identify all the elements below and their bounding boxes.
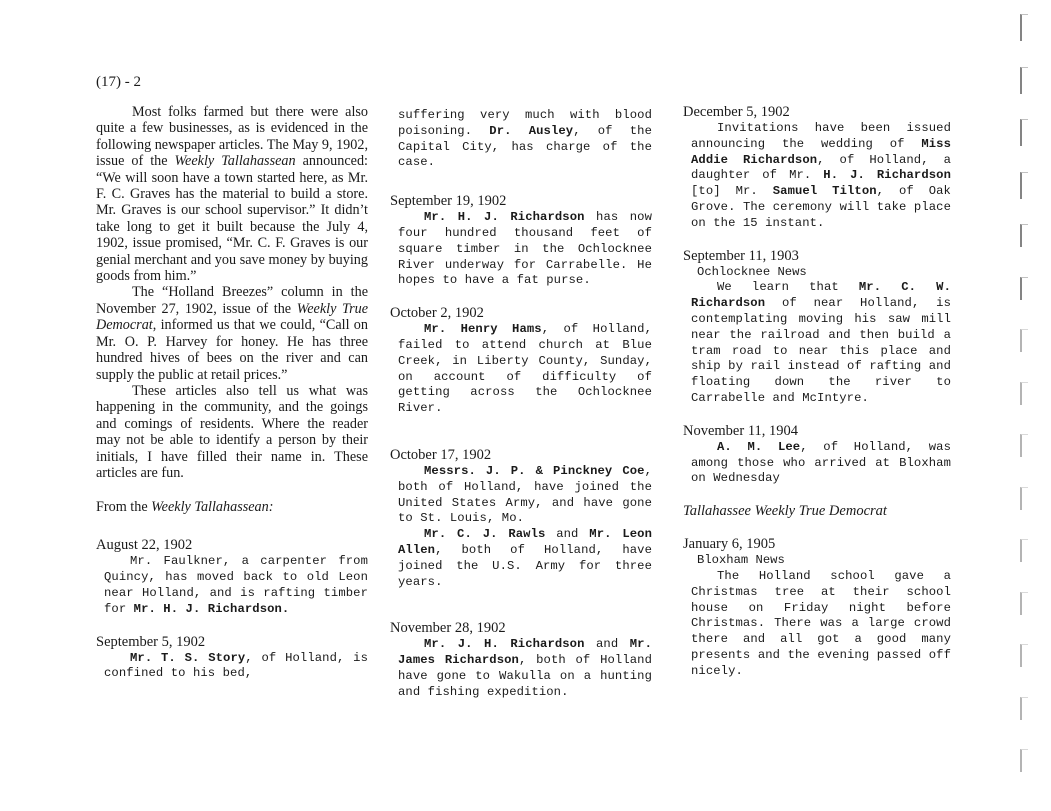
entry-body [691, 440, 951, 487]
binding-mark [1020, 277, 1028, 300]
text-run: Invitations have been issued announcing the wedding of [691, 121, 951, 151]
text-run: , of Holland, was among those who arrived at Bloxham on Wednesday [691, 439, 951, 486]
name-highlight: Messrs. J. P. & Pinckney Coe [424, 463, 645, 478]
binding-mark [1020, 14, 1028, 41]
binding-mark [1020, 172, 1028, 199]
name-highlight: Dr. Ausley [489, 123, 574, 138]
text-run: , both of Holland, have joined the U.S. Army for three years. [398, 542, 652, 589]
binding-edge-marks [1020, 0, 1040, 811]
text-run: We learn that [717, 280, 859, 295]
text-run: Most folks farmed but there were also quite a few businesses, as is evidenced in the following newspaper articles. The May 9, 1902, issue of the [96, 104, 368, 170]
publication-title: Weekly Tallahassean [174, 153, 296, 170]
column-middle [390, 104, 652, 717]
news-entry [390, 620, 652, 700]
entry-body [691, 121, 951, 232]
text-run: Mr. Faulkner, a carpenter from Quincy, has moved back to old Leon near Holland, and is rafting timber for [104, 554, 368, 616]
entries-middle [390, 193, 652, 700]
entry-body [398, 527, 652, 590]
name-highlight: Mr. J. H. Richardson [424, 637, 585, 652]
name-highlight: H. J. Richardson [823, 168, 952, 183]
entry-body [104, 651, 368, 683]
binding-mark [1020, 434, 1028, 457]
entry-body [398, 464, 652, 527]
name-highlight: A. M. Lee [717, 439, 801, 454]
text-run: The “Holland Breezes” column in the November 27, 1902, issue of the [96, 284, 368, 317]
news-entry [390, 447, 652, 590]
binding-mark [1020, 224, 1028, 247]
text-run: , both of Holland have gone to Wakulla on a hunting and fishing expedition. [398, 653, 652, 699]
entry-date: October 17, 1902 [390, 446, 492, 463]
entry-date: September 11, 1903 [683, 247, 799, 264]
name-highlight: Mr. Henry Hams [424, 322, 542, 337]
text-run: , of Oak Grove. The ceremony will take place on the 15 instant. [691, 184, 951, 230]
source-name: Weekly Tallahassean: [151, 499, 274, 516]
entry-body [398, 322, 652, 417]
name-highlight: Mr. H. J. Richardson. [133, 601, 290, 616]
text-run: and [545, 527, 590, 542]
entry-date: November 11, 1904 [683, 422, 799, 439]
news-entry [96, 537, 368, 617]
publication-title: Weekly True Democrat [96, 300, 368, 334]
name-highlight: Mr. Leon Allen [398, 527, 652, 557]
intro-paragraph [96, 383, 368, 481]
text-run: suffering very much with blood poisoning. [398, 108, 652, 138]
binding-mark [1020, 329, 1028, 352]
entries-right-section2 [683, 536, 951, 679]
column-right [683, 104, 951, 696]
entry-date: August 22, 1902 [96, 537, 193, 554]
news-entry [683, 423, 951, 487]
text-run: and [584, 637, 630, 652]
text-run: of near Holland, is contemplating moving his saw mill near the railroad and then build a tram road to near this place and ship by rail instead of rafting and floating down the river to Carrabelle and McIntyre. [691, 296, 951, 405]
continued-article [398, 108, 652, 171]
news-entry [683, 536, 951, 679]
entry-date: December 5, 1902 [683, 104, 790, 120]
binding-mark [1020, 382, 1028, 405]
text-run: , of the Capital City, has charge of the case. [398, 123, 652, 170]
entry-body [691, 280, 951, 406]
text-run: [to] Mr. [691, 184, 773, 199]
entry-date: September 19, 1902 [390, 193, 507, 210]
name-highlight: Mr. C. W. Richardson [691, 280, 951, 311]
news-entry [390, 305, 652, 417]
name-highlight: Mr. H. J. Richardson [424, 210, 585, 225]
entry-date: November 28, 1902 [390, 620, 506, 637]
entry-subhead: Bloxham News [697, 553, 785, 568]
binding-mark [1020, 644, 1028, 667]
name-highlight: Mr. James Richardson [398, 637, 652, 668]
text-run: The Holland school gave a Christmas tree at their school house on Friday night before Christmas. There was a large crowd there and all got a good many presents and the evening passed off nicely. [691, 568, 951, 678]
binding-mark [1020, 67, 1028, 94]
intro-paragraph [96, 284, 368, 382]
source-label: From the [96, 499, 152, 516]
text-run: , of Holland, is confined to his bed, [104, 650, 368, 681]
text-run: , informed us that we could, “Call on Mr. O. P. Harvey for honey. He has three hundred hives of bees on the river and can supply the public at retail prices.” [96, 317, 368, 383]
entry-body [104, 554, 368, 617]
text-run: announced: “We will soon have a town started here, as Mr. F. C. Graves has the material to build a store. Mr. Graves is our school supervisor.” It didn’t take long to get it built because the July 4, 1902, issue promised, “Mr. C. F. Graves is our genial merchant and you save money by buying goods from him.” [96, 153, 368, 285]
entry-date: September 5, 1902 [96, 633, 206, 650]
source-line [96, 499, 368, 515]
binding-mark [1020, 487, 1028, 510]
entries-right [683, 104, 951, 487]
text-run: , both of Holland, have joined the United States Army, and have gone to St. Louis, Mo. [398, 463, 652, 526]
name-highlight: Miss Addie Richardson [691, 136, 951, 167]
entry-date: January 6, 1905 [683, 536, 776, 553]
text-run: These articles also tell us what was happening in the community, and the goings and comings of residents. Where the reader may not be able to identify a person by their initials, I have filled their name in. These articles are fun. [96, 382, 368, 481]
name-highlight: Mr. C. J. Rawls [424, 527, 546, 542]
intro-text [96, 104, 368, 481]
news-entry [683, 248, 951, 407]
section-title: Tallahassee Weekly True Democrat [683, 503, 887, 520]
text-run: , of Holland, a daughter of Mr. [691, 152, 951, 183]
entry-subhead: Ochlocknee News [697, 264, 807, 279]
news-entry [96, 634, 368, 683]
entries-left [96, 537, 368, 682]
binding-mark [1020, 697, 1028, 720]
page-number: (17) - 2 [96, 74, 141, 90]
text-run: , of Holland, failed to attend church at Blue Creek, in Liberty County, Sunday, on account of difficulty of getting across the Ochlocknee River. [398, 322, 652, 416]
binding-mark [1020, 539, 1028, 562]
entry-date: October 2, 1902 [390, 305, 484, 322]
intro-paragraph [96, 104, 368, 284]
name-highlight: Samuel Tilton [772, 184, 877, 199]
binding-mark [1020, 119, 1028, 146]
news-entry [683, 104, 951, 232]
binding-mark [1020, 749, 1028, 772]
binding-mark [1020, 592, 1028, 615]
text-run: has now four hundred thousand feet of square timber in the Ochlocknee River underway for Carrabelle. He hopes to have a fat purse. [398, 210, 653, 288]
news-entry [390, 193, 652, 289]
column-left [96, 104, 368, 698]
entry-body [691, 569, 951, 680]
name-highlight: Mr. T. S. Story [130, 650, 246, 665]
entry-body [398, 637, 652, 700]
entry-body [398, 210, 652, 289]
